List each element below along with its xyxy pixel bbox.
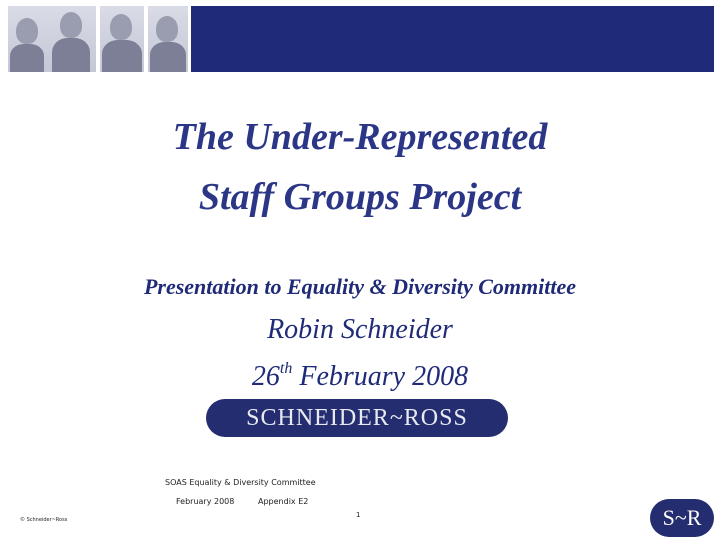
logo-text: SCHNEIDER~ROSS <box>246 404 468 431</box>
footer-date: February 2008 <box>176 497 235 506</box>
people-photo-right <box>148 6 188 72</box>
title-line-2: Staff Groups Project <box>198 176 522 218</box>
footer-appendix: Appendix E2 <box>258 497 309 506</box>
people-photo-middle <box>100 6 144 72</box>
date-suffix: th <box>279 360 293 377</box>
sr-badge-text: S~R <box>662 505 702 530</box>
header-bar <box>191 6 714 72</box>
schneider-ross-logo <box>206 399 508 437</box>
date-rest: February 2008 <box>292 361 469 392</box>
header-photo-strip <box>8 6 188 72</box>
footer-copyright: © Schneider~Ross <box>20 517 68 523</box>
date-day: 26 <box>251 361 280 392</box>
page-number: 1 <box>356 511 361 519</box>
sr-badge-logo <box>650 499 714 537</box>
people-photo-left <box>8 6 96 72</box>
presentation-date <box>0 360 720 393</box>
author-name: Robin Schneider <box>267 314 453 345</box>
title-line-1: The Under-Represented <box>172 116 548 158</box>
presentation-subtitle: Presentation to Equality & Diversity Committee <box>143 274 577 299</box>
footer-committee: SOAS Equality & Diversity Committee <box>165 478 316 487</box>
